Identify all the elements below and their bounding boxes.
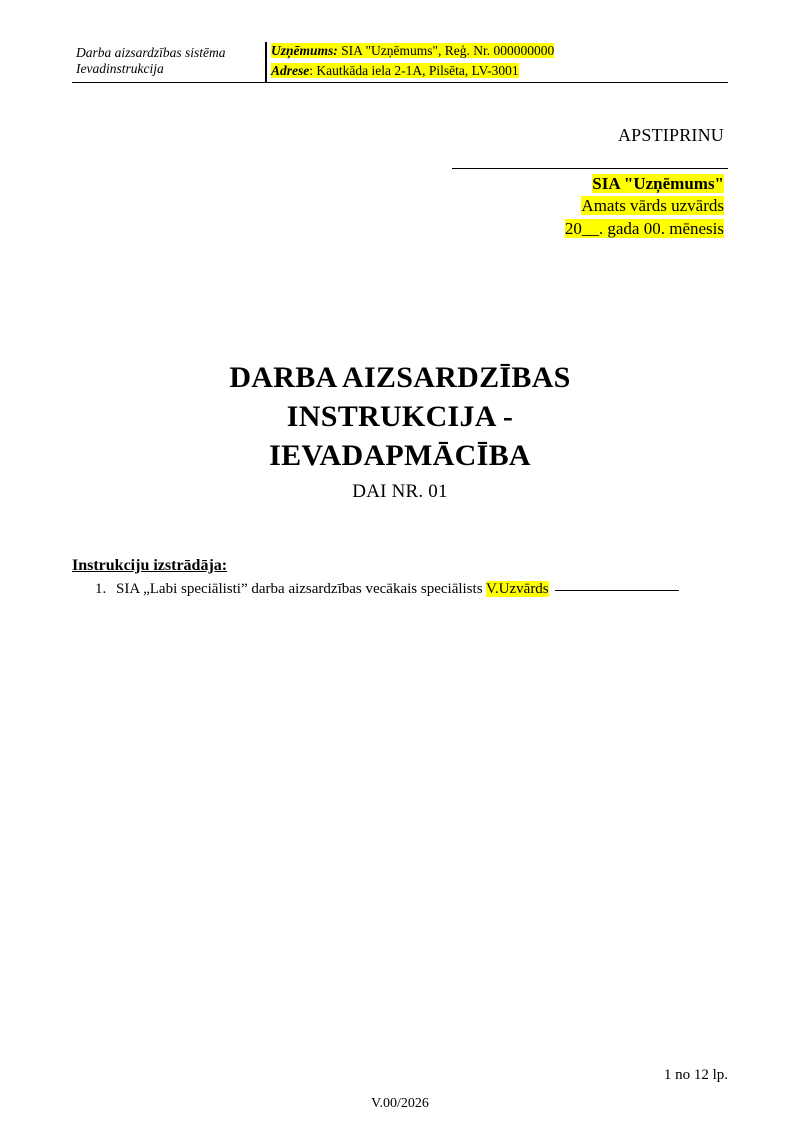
header-system-line1: Darba aizsardzības sistēma — [76, 44, 226, 60]
approval-position-text: Amats vārds uzvārds — [581, 196, 724, 216]
page-title-line3: IEVADAPMĀCĪBA — [269, 439, 531, 473]
approval-position — [72, 195, 724, 217]
header-system-line2: Ievadinstrukcija — [76, 61, 164, 77]
approval-company — [72, 173, 724, 195]
page-title-line2: INSTRUKCIJA - — [286, 400, 514, 434]
approval-block — [72, 173, 728, 240]
document-header-table — [72, 42, 728, 82]
header-address-text — [271, 63, 519, 78]
approval-date-text: 20__. gada 00. mēnesis — [564, 218, 724, 238]
header-address-label: Adrese — [271, 62, 310, 78]
approval-company-text: SIA "Uzņēmums" — [592, 173, 724, 193]
header-address-value: : Kautkāda iela 2-1A, Pilsēta, LV-3001 — [309, 62, 519, 78]
header-system-cell — [72, 42, 266, 82]
header-company-cell — [266, 42, 728, 62]
footer-version: V.00/2026 — [371, 1096, 429, 1111]
page-title — [72, 358, 728, 475]
author-name-highlight: V.Uzvārds — [486, 581, 549, 598]
authors-list — [72, 579, 728, 599]
authors-heading: Instrukciju izstrādāja: — [72, 557, 228, 575]
author-signature-blank — [555, 590, 679, 591]
approval-word: APSTIPRINU — [617, 124, 724, 145]
approval-date — [72, 218, 724, 240]
header-bottom-rule — [72, 82, 728, 83]
header-company-value: SIA "Uzņēmums", Reģ. Nr. 000000000 — [341, 43, 555, 58]
author-text: SIA „Labi speciālisti” darba aizsardzības vecākais speciālists — [116, 581, 487, 598]
signature-line — [452, 168, 728, 169]
list-item — [110, 579, 728, 599]
document-number: DAI NR. 01 — [352, 481, 448, 503]
header-row-company — [72, 42, 728, 62]
page-title-line1: DARBA AIZSARDZĪBAS — [229, 361, 571, 395]
header-company-label: Uzņēmums: — [271, 43, 338, 58]
footer-page-number: 1 no 12 lp. — [663, 1067, 728, 1083]
header-address-cell — [266, 62, 728, 82]
header-company-text — [271, 43, 554, 58]
